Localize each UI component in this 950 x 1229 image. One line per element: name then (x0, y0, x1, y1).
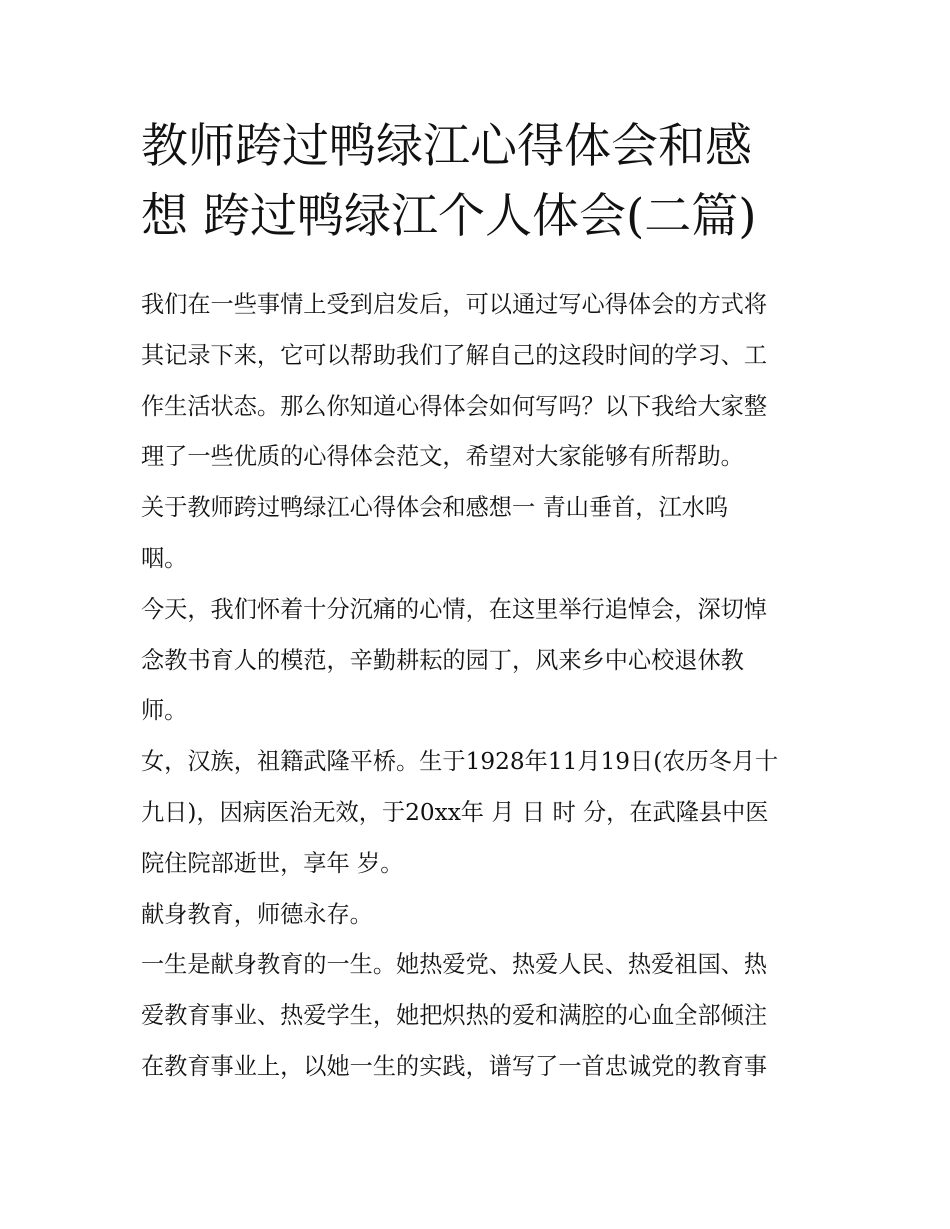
paragraph-line: 一生是献身教育的一生。她热爱党、热爱人民、热爱祖国、热 (141, 951, 768, 979)
document-content (141, 112, 813, 1093)
paragraph-subheading (141, 890, 813, 941)
paragraph-line: 理了一些优质的心得体会范文，希望对大家能够有所帮助。 (141, 443, 744, 471)
title-line-1: 教师跨过鸭绿江心得体会和感 (141, 119, 752, 174)
paragraph-line: 师。 (141, 697, 188, 725)
paragraph-intro (141, 280, 813, 483)
paragraph-biography (141, 737, 813, 889)
paragraph-dedication (141, 940, 813, 1092)
paragraph-line: 咽。 (141, 544, 188, 572)
paragraph-memorial (141, 585, 813, 737)
paragraph-section-heading (141, 483, 813, 585)
paragraph-line: 爱教育事业、热爱学生，她把炽热的爱和满腔的心血全部倾注 (141, 1002, 768, 1030)
document-body (141, 280, 813, 1093)
paragraph-line: 在教育事业上，以她一生的实践，谱写了一首忠诚党的教育事 (141, 1052, 768, 1080)
paragraph-line: 我们在一些事情上受到启发后，可以通过写心得体会的方式将 (141, 291, 768, 318)
paragraph-line: 女，汉族，祖籍武隆平桥。生于1928年11月19日(农历冬月十 (141, 748, 779, 776)
paragraph-line: 念教书育人的模范，辛勤耕耘的园丁，风来乡中心校退休教 (141, 646, 744, 674)
paragraph-line: 今天，我们怀着十分沉痛的心情，在这里举行追悼会，深切悼 (141, 595, 768, 623)
document-title (141, 112, 813, 252)
paragraph-line: 院住院部逝世，享年 岁。 (141, 849, 404, 877)
paragraph-line: 关于教师跨过鸭绿江心得体会和感想一 青山垂首，江水呜 (141, 494, 729, 522)
paragraph-line: 九日)，因病医治无效，于20xx年 月 日 时 分，在武隆县中医 (141, 798, 769, 826)
paragraph-line: 其记录下来，它可以帮助我们了解自己的这段时间的学习、工 (141, 341, 768, 369)
paragraph-line: 献身教育，师德永存。 (141, 900, 373, 928)
paragraph-line: 作生活状态。那么你知道心得体会如何写吗？以下我给大家整 (141, 392, 768, 420)
title-line-2: 想 跨过鸭绿江个人体会(二篇) (141, 189, 757, 244)
